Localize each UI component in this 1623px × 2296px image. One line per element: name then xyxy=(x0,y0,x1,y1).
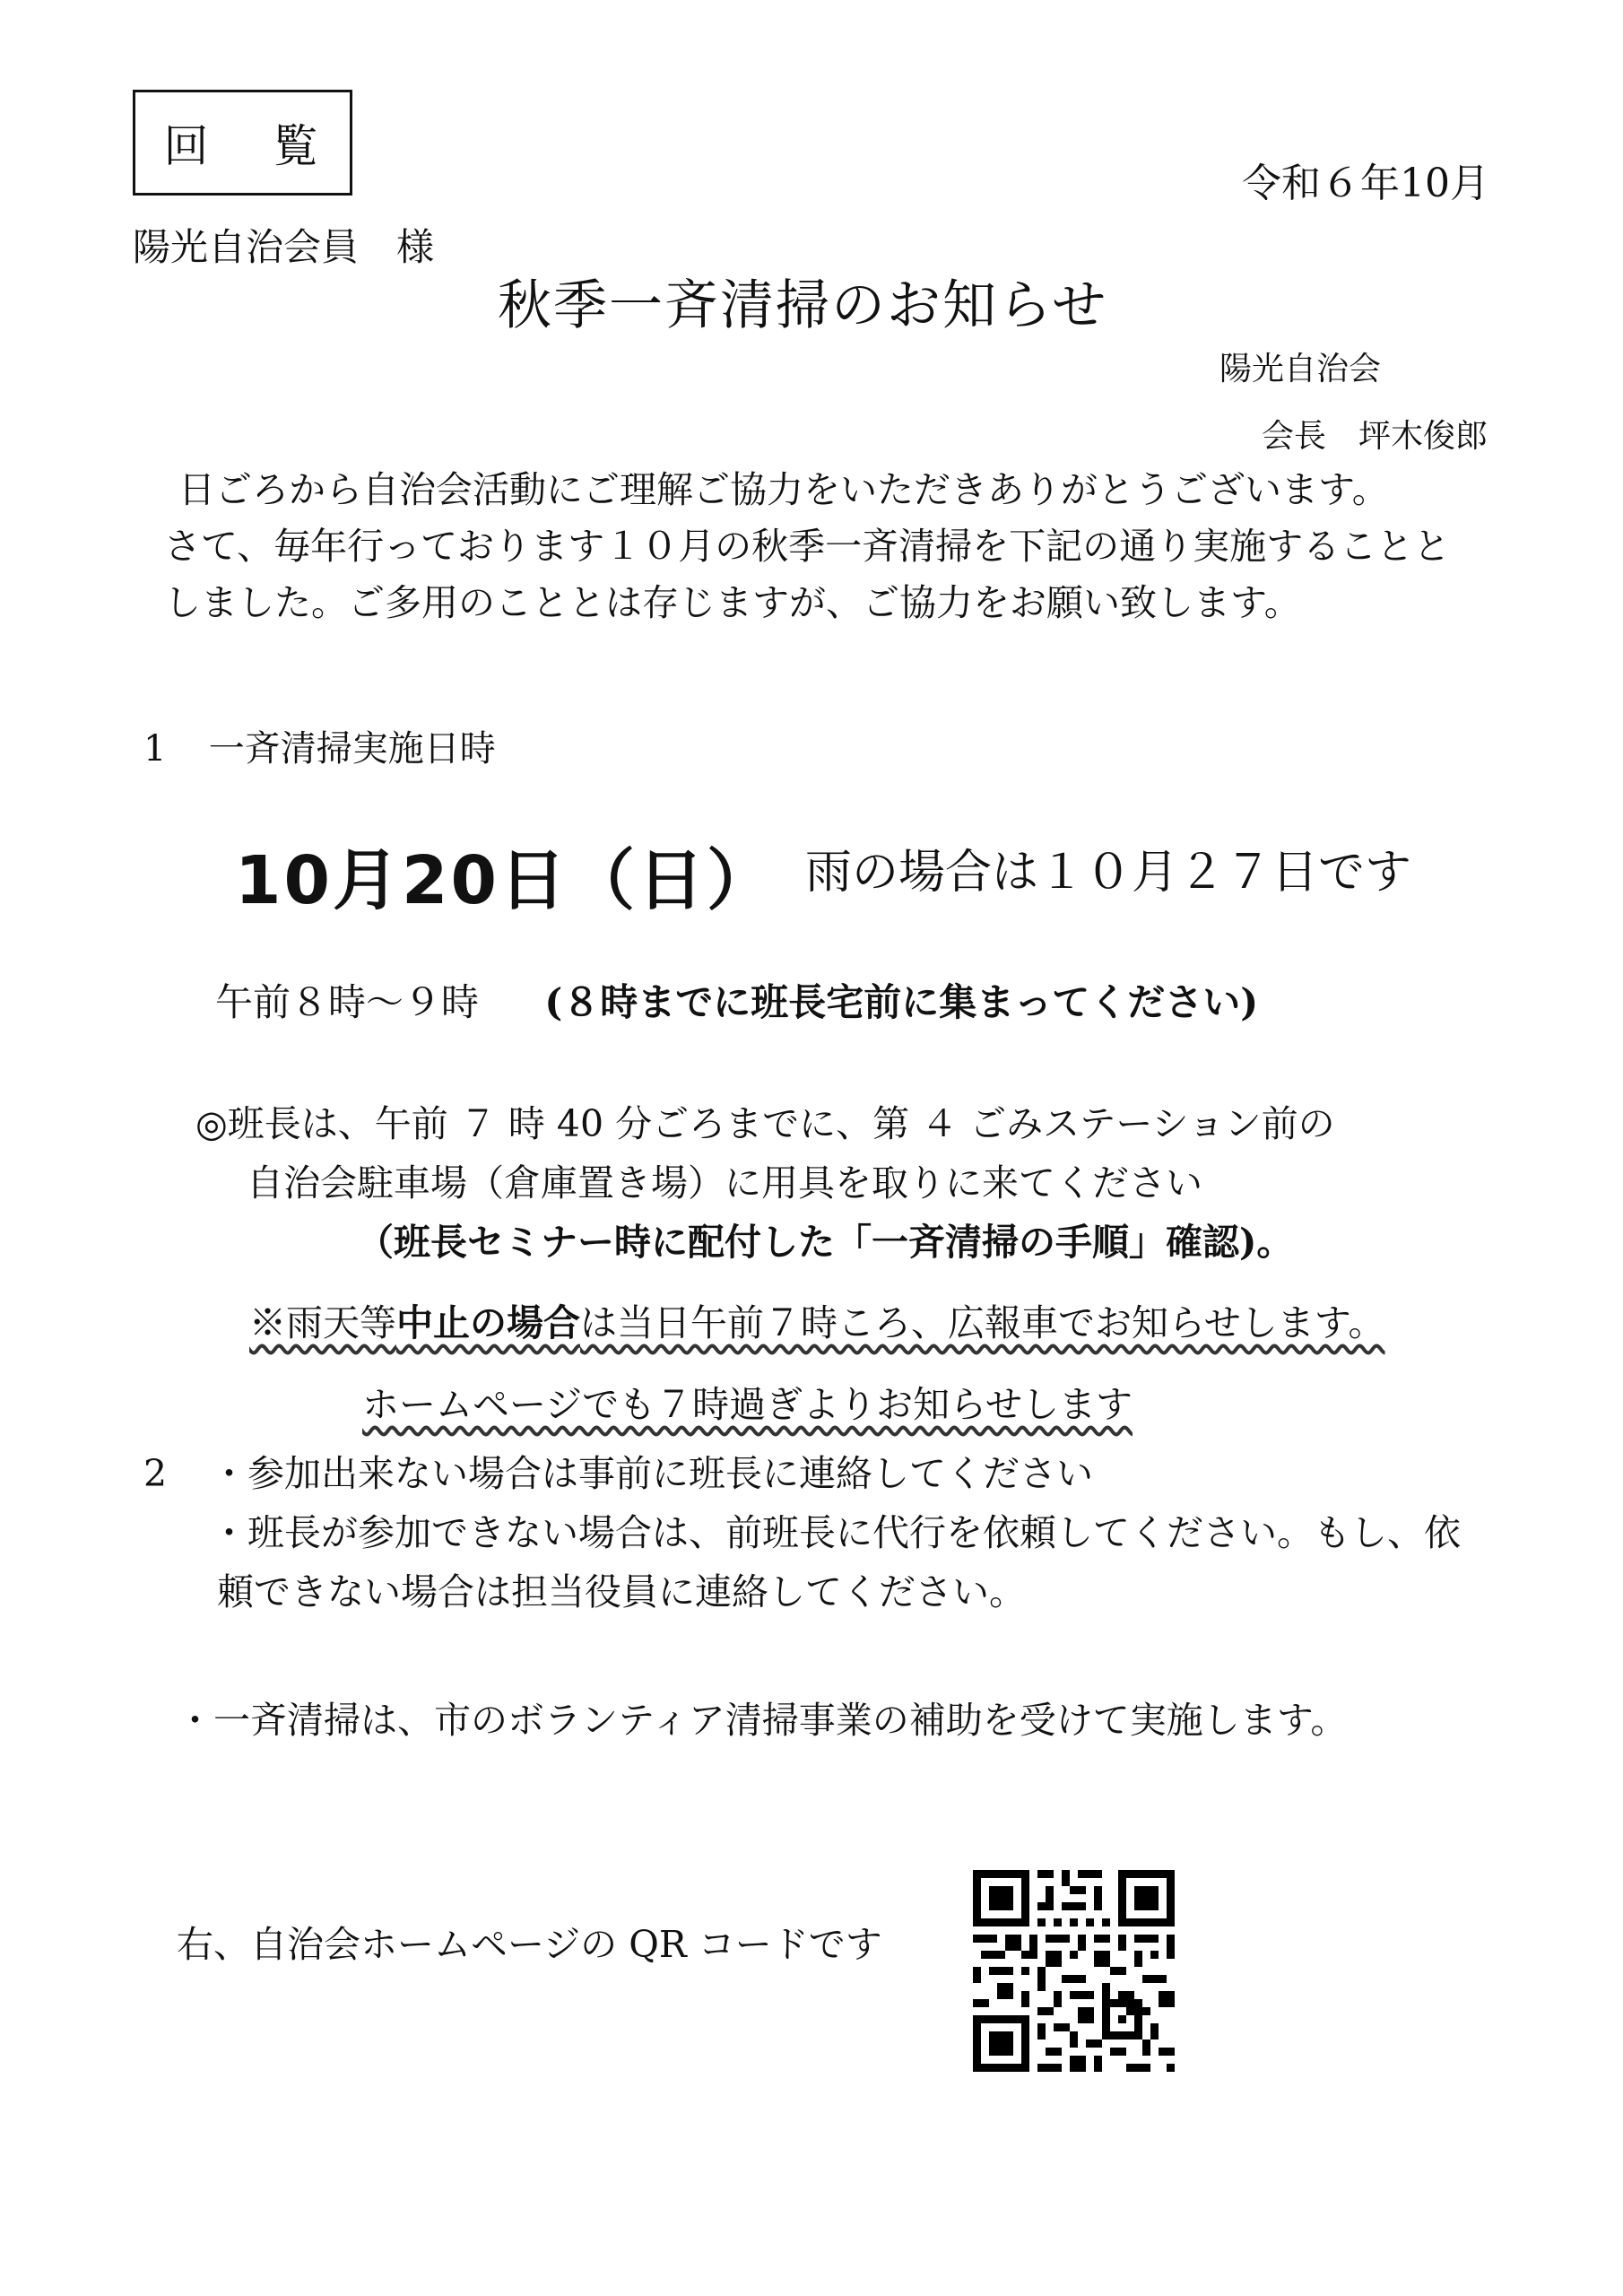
homepage-notice: ホームページでも７時過ぎよりお知らせします xyxy=(362,1383,1133,1426)
gathering-note: (８時までに班長宅前に集まってください) xyxy=(544,980,1259,1024)
leader-line: （班長セミナー時に配付した「一斉清掃の手順」確認)。 xyxy=(357,1221,1294,1264)
section-2 xyxy=(143,1444,1515,1622)
cancellation-emphasis: 中止の場合 xyxy=(396,1301,580,1344)
intro-line: しました。ご多用のこととは存じますが、ご協力をお願い致します。 xyxy=(164,581,1301,624)
section-2-item-continuation: 頼できない場合は担当役員に連絡してください。 xyxy=(217,1570,1026,1613)
issue-date: 令和６年10月 xyxy=(1242,161,1489,206)
intro-line: 日ごろから自治会活動にご理解ご協力をいただきありがとうございます。 xyxy=(178,468,1389,511)
cancellation-notice xyxy=(249,1293,1385,1346)
cleanup-time xyxy=(215,973,1258,1027)
qr-caption: 右、自治会ホームページの QR コードです xyxy=(177,1923,882,1966)
leader-instructions xyxy=(195,1094,1505,1272)
president-name: 会長 坪木俊郎 xyxy=(1262,418,1488,455)
rain-date-note: 雨の場合は１０月２７日です xyxy=(805,846,1412,900)
time-range: 午前８時～９時 xyxy=(215,980,480,1024)
section-2-item: ・班長が参加できない場合は、前班長に代行を依頼してください。もし、依 xyxy=(211,1511,1461,1554)
leader-line: ◎班長は、午前 ７ 時 40 分ごろまでに、第 ４ ごみステーション前の xyxy=(195,1102,1335,1145)
cancellation-prefix: ※雨天等 xyxy=(249,1301,396,1344)
addressee: 陽光自治会員 様 xyxy=(133,225,435,269)
section-2-item: ・参加出来ない場合は事前に班長に連絡してください xyxy=(211,1452,1093,1495)
leader-line: 自治会駐車場（倉庫置き場）に用具を取りに来てください xyxy=(247,1161,1202,1205)
cancellation-suffix: は当日午前７時ころ、広報車でお知らせします。 xyxy=(580,1301,1385,1344)
circular-notice-stamp xyxy=(133,90,352,196)
section-number: 1 xyxy=(143,728,167,770)
document-title: 秋季一斉清掃のお知らせ xyxy=(498,274,1108,337)
section-number: 2 xyxy=(143,1452,168,1495)
circular-notice-label: 回 覧 xyxy=(163,120,343,172)
cleanup-date: 10月20日（日） xyxy=(235,842,776,919)
subsidy-note: ・一斉清掃は、市のボランティア清掃事業の補助を受けて実施します。 xyxy=(177,1699,1348,1742)
intro-paragraph xyxy=(164,462,1545,631)
section-1-heading xyxy=(143,720,496,771)
intro-line: さて、毎年行っております１０月の秋季一斉清掃を下記の通り実施することと xyxy=(164,525,1451,568)
qr-code[interactable] xyxy=(973,1870,1175,2072)
section-heading-text: 一斉清掃実施日時 xyxy=(208,728,496,770)
organization-name: 陽光自治会 xyxy=(1219,351,1382,387)
